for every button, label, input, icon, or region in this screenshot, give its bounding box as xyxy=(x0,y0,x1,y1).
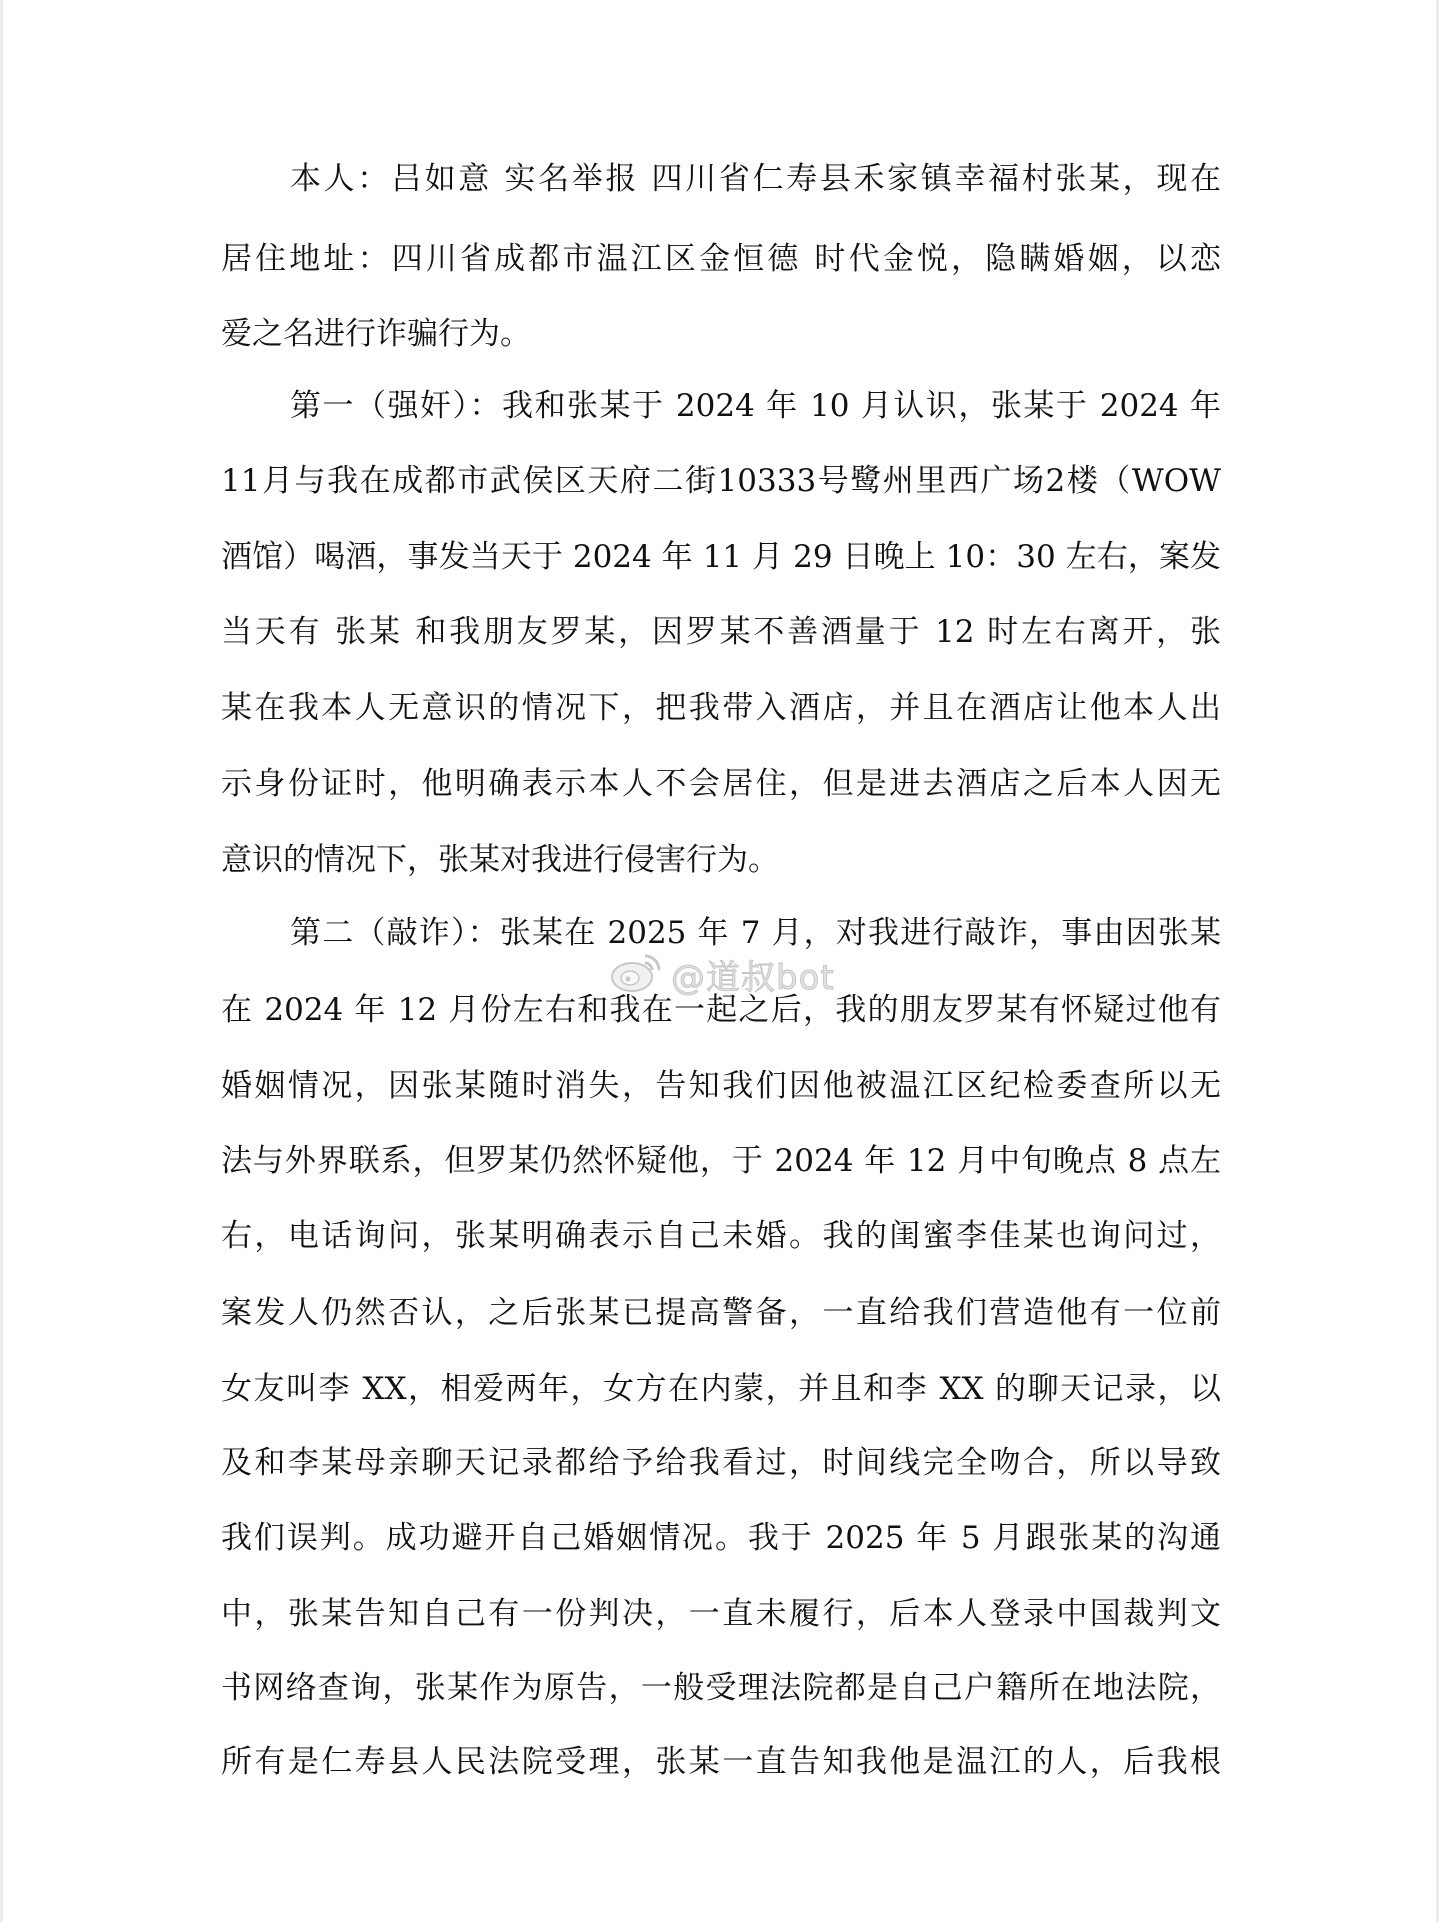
text-line: 右，电话询问，张某明确表示自己未婚。我的闺蜜李佳某也询问过， xyxy=(221,1218,1221,1254)
text-line: 中，张某告知自己有一份判决，一直未履行，后本人登录中国裁判文 xyxy=(221,1596,1221,1632)
text-line: 示身份证时，他明确表示本人不会居住，但是进去酒店之后本人因无 xyxy=(221,766,1221,802)
text-line: 酒馆）喝酒，事发当天于 2024 年 11 月 29 日晚上 10：30 左右，案发 xyxy=(221,539,1221,575)
text-line: 第一（强奸）：我和张某于 2024 年 10 月认识，张某于 2024 年 xyxy=(290,388,1221,424)
text-line: 案发人仍然否认，之后张某已提高警备，一直给我们营造他有一位前 xyxy=(221,1295,1221,1331)
text-line: 我们误判。成功避开自己婚姻情况。我于 2025 年 5 月跟张某的沟通 xyxy=(221,1520,1221,1556)
text-line: 女友叫李 XX，相爱两年，女方在内蒙，并且和李 XX 的聊天记录，以 xyxy=(221,1371,1221,1407)
text-line: 所有是仁寿县人民法院受理，张某一直告知我他是温江的人，后我根 xyxy=(221,1744,1221,1780)
text-line: 居住地址：四川省成都市温江区金恒德 时代金悦，隐瞒婚姻，以恋 xyxy=(221,241,1221,277)
text-line: 本人：吕如意 实名举报 四川省仁寿县禾家镇幸福村张某，现在 xyxy=(290,161,1221,197)
text-line: 法与外界联系，但罗某仍然怀疑他，于 2024 年 12 月中旬晚点 8 点左 xyxy=(221,1143,1221,1179)
text-line: 某在我本人无意识的情况下，把我带入酒店，并且在酒店让他本人出 xyxy=(221,690,1221,726)
text-line: 在 2024 年 12 月份左右和我在一起之后，我的朋友罗某有怀疑过他有 xyxy=(221,992,1221,1028)
text-line: 婚姻情况，因张某随时消失，告知我们因他被温江区纪检委查所以无 xyxy=(221,1068,1221,1104)
text-line: 11月与我在成都市武侯区天府二街10333号鹭州里西广场2楼（WOW xyxy=(221,463,1221,499)
watermark-text: @道叔bot xyxy=(671,957,835,998)
text-line: 意识的情况下，张某对我进行侵害行为。 xyxy=(221,842,779,878)
text-line: 及和李某母亲聊天记录都给予给我看过，时间线完全吻合，所以导致 xyxy=(221,1445,1221,1481)
text-line: 爱之名进行诈骗行为。 xyxy=(221,316,531,352)
text-line: 当天有 张某 和我朋友罗某，因罗某不善酒量于 12 时左右离开，张 xyxy=(221,614,1221,650)
text-line: 第二（敲诈）：张某在 2025 年 7 月，对我进行敲诈，事由因张某 xyxy=(290,915,1221,951)
text-line: 书网络查询，张某作为原告，一般受理法院都是自己户籍所在地法院， xyxy=(221,1670,1221,1706)
document-page xyxy=(3,0,1436,1922)
